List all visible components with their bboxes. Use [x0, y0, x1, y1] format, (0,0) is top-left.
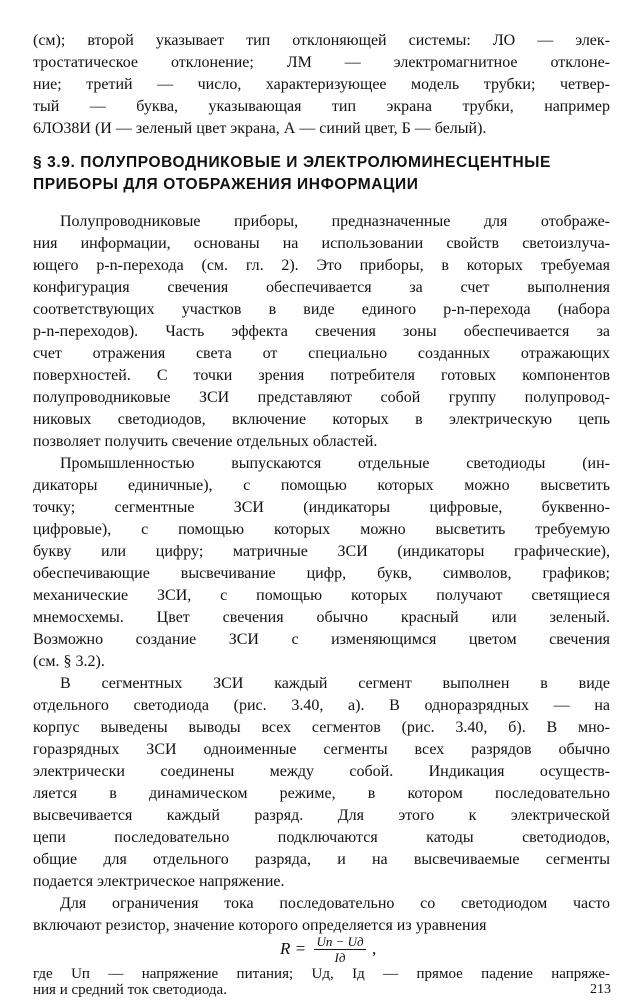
text-line: дикаторы единичные), с помощью которых можно высветить: [33, 477, 610, 494]
text-line: механические ЗСИ, с помощью которых получают светящиеся: [33, 587, 610, 604]
text-line: высвечивается каждый разряд. Для этого к электрической: [33, 807, 610, 824]
text-line: Полупроводниковые приборы, предназначенные для отображе-: [60, 213, 610, 230]
text-line: отдельного светодиода (рис. 3.40, а). В одноразрядных — на: [33, 697, 610, 714]
formula-fraction: [314, 935, 366, 964]
section-heading-line-2: ПРИБОРЫ ДЛЯ ОТОБРАЖЕНИЯ ИНФОРМАЦИИ: [33, 176, 419, 193]
text-line: включают резистор, значение которого определяется из уравнения: [33, 917, 487, 934]
text-line: ния и средний ток светодиода.: [33, 982, 227, 998]
text-line: (см. § 3.2).: [33, 653, 105, 670]
resistor-formula: [280, 935, 400, 965]
text-line: соответствующих участков в виде единого p-n-перехода (набора: [33, 301, 610, 318]
text-line: тый — буква, указывающая тип экрана трубки, например: [33, 98, 610, 115]
formula-numerator: Uп − Uд: [316, 934, 364, 949]
text-line: Промышленностью выпускаются отдельные светодиоды (ин-: [60, 455, 610, 472]
page-number: 213: [590, 982, 611, 997]
text-line: p-n-переходов). Часть эффекта свечения зоны обеспечивается за: [33, 323, 610, 340]
text-line: горазрядных ЗСИ одноименные сегменты всех разрядов обычно: [33, 741, 610, 758]
text-line: полупроводниковые ЗСИ представляют собой группу полупровод-: [33, 389, 610, 406]
formula-denominator: Iд: [334, 950, 346, 965]
text-line: 6ЛО38И (И — зеленый цвет экрана, А — синий цвет, Б — белый).: [33, 120, 487, 137]
text-line: где Uп — напряжение питания; Uд, Iд — прямое падение напряже-: [33, 966, 610, 982]
text-line: тростатическое отклонение; ЛМ — электромагнитное отклоне-: [33, 54, 610, 71]
formula-lhs: R =: [280, 939, 307, 958]
text-line: мнемосхемы. Цвет свечения обычно красный или зеленый.: [33, 609, 610, 626]
formula-comma: ,: [372, 939, 377, 958]
text-line: ляется в динамическом режиме, в котором последовательно: [33, 785, 610, 802]
text-line: обеспечивающие высвечивание цифр, букв, символов, графиков;: [33, 565, 610, 582]
text-line: Для ограничения тока последовательно со светодиодом часто: [60, 895, 610, 912]
text-line: подается электрическое напряжение.: [33, 873, 285, 890]
text-line: ние; третий — число, характеризующее модель трубки; четвер-: [33, 76, 610, 93]
text-line: счет отражения света от специально созданных отражающих: [33, 345, 610, 362]
text-line: цепи последовательно подключаются катоды светодиодов,: [33, 829, 610, 846]
text-line: точку; сегментные ЗСИ (индикаторы цифровые, буквенно-: [33, 499, 610, 516]
text-line: букву или цифру; матричные ЗСИ (индикаторы графические),: [33, 543, 610, 560]
text-line: цифровые), с помощью которых можно высветить требуемую: [33, 521, 610, 538]
text-line: никовых светодиодов, включение которых в электрическую цепь: [33, 411, 610, 428]
section-heading-line-1: § 3.9. ПОЛУПРОВОДНИКОВЫЕ И ЭЛЕКТРОЛЮМИНЕСЦЕНТНЫЕ: [33, 154, 551, 171]
text-line: В сегментных ЗСИ каждый сегмент выполнен в виде: [60, 675, 610, 692]
text-line: позволяет получить свечение отдельных областей.: [33, 433, 378, 450]
text-line: корпус выведены выводы всех сегментов (рис. 3.40, б). В мно-: [33, 719, 610, 736]
text-line: конфигурация свечения обеспечивается за счет выполнения: [33, 279, 610, 296]
text-line: поверхностей. С точки зрения потребителя готовых компонентов: [33, 367, 610, 384]
text-line: электрически соединены между собой. Индикация осуществ-: [33, 763, 610, 780]
text-line: ния информации, основаны на использовании свойств светоизлуча-: [33, 235, 610, 252]
text-line: (см); второй указывает тип отклоняющей системы: ЛО — элек-: [33, 32, 610, 49]
text-line: Возможно создание ЗСИ с изменяющимся цветом свечения: [33, 631, 610, 648]
text-line: общие для отдельного разряда, и на высвечиваемые сегменты: [33, 851, 610, 868]
text-line: ющего p-n-перехода (см. гл. 2). Это приборы, в которых требуемая: [33, 257, 610, 274]
